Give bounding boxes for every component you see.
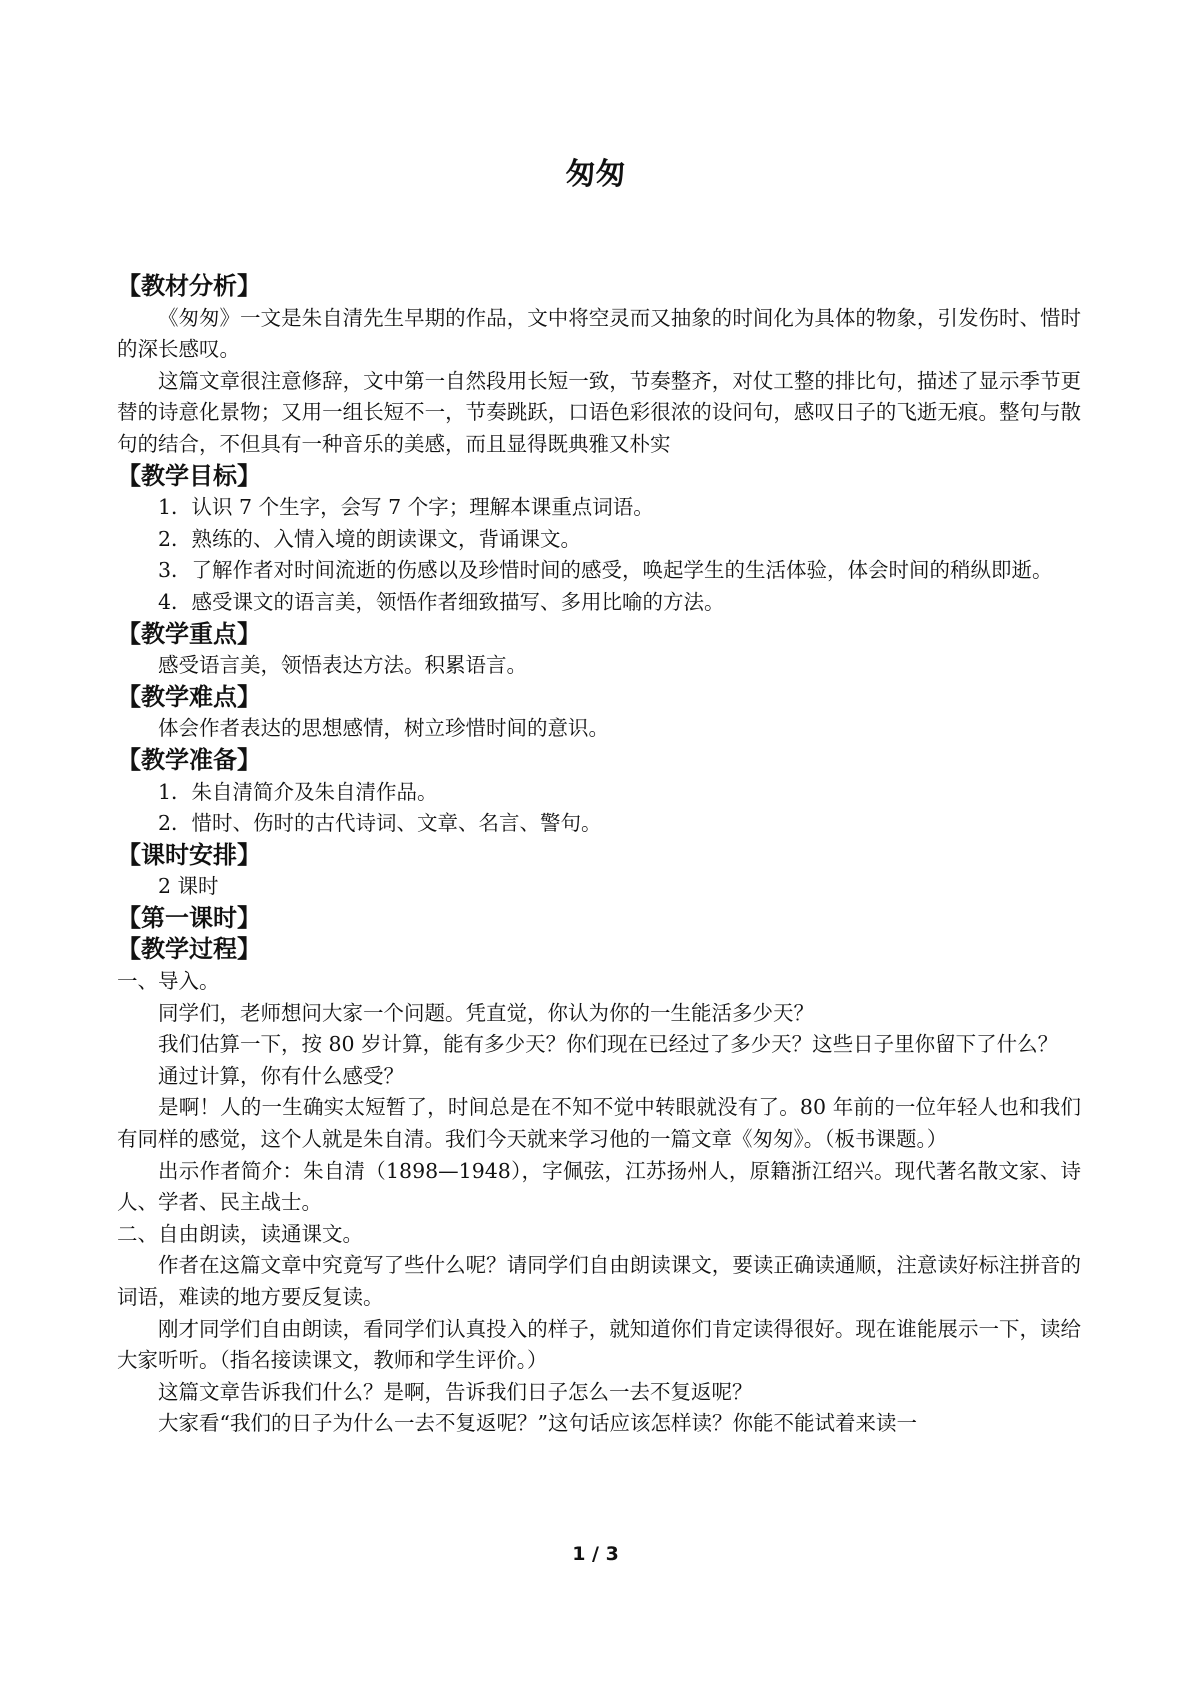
difficulties-text: 体会作者表达的思想感情，树立珍惜时间的意识。 (158, 716, 609, 741)
heading-schedule: 【课时安排】 (117, 840, 261, 869)
goal-item: 3．了解作者对时间流逝的伤感以及珍惜时间的感受，唤起学生的生活体验，体会时间的稍纵即逝。 (158, 558, 1053, 583)
process-paragraph: 通过计算，你有什么感受？ (158, 1063, 404, 1088)
page-title: 匆匆 (565, 157, 626, 192)
process-paragraph: 刚才同学们自由朗读，看同学们认真投入的样子，就知道你们肯定读得很好。现在谁能展示一下，读给大家听听。（指名接读课文，教师和学生评价。） (117, 1316, 1081, 1373)
process-paragraph: 是啊！人的一生确实太短暂了，时间总是在不知不觉中转眼就没有了。80 年前的一位年轻人也和我们有同样的感觉，这个人就是朱自清。我们今天就来学习他的一篇文章《匆匆》。（板书课题。） (117, 1095, 1081, 1152)
heading-difficulties: 【教学难点】 (117, 682, 261, 711)
analysis-paragraph: 这篇文章很注意修辞，文中第一自然段用长短一致，节奏整齐，对仗工整的排比句，描述了显示季节更替的诗意化景物；又用一组长短不一，节奏跳跃，口语色彩很浓的设问句，感叹日子的飞逝无痕。整句与散句的结合，不但具有一种音乐的美感，而且显得既典雅又朴实 (117, 368, 1081, 456)
process-paragraph: 我们估算一下，按 80 岁计算，能有多少天？你们现在已经过了多少天？这些日子里你留下了什么？ (158, 1032, 1059, 1057)
process-paragraph: 同学们，老师想问大家一个问题。凭直觉，你认为你的一生能活多少天？ (158, 1000, 814, 1025)
process-paragraph: 作者在这篇文章中究竟写了些什么呢？请同学们自由朗读课文，要读正确读通顺，注意读好标注拼音的词语，难读的地方要反复读。 (117, 1253, 1081, 1309)
goal-item: 1．认识 7 个生字，会写 7 个字；理解本课重点词语。 (158, 495, 654, 520)
page-number: 1 / 3 (572, 1543, 619, 1565)
heading-analysis: 【教材分析】 (117, 272, 261, 300)
process-step-title: 一、导入。 (117, 969, 220, 994)
key-points-text: 感受语言美，领悟表达方法。积累语言。 (158, 653, 527, 678)
schedule-text: 2 课时 (158, 874, 219, 899)
process-step-title: 二、自由朗读，读通课文。 (117, 1221, 363, 1246)
heading-preparation: 【教学准备】 (117, 745, 261, 774)
document-body (117, 271, 1081, 1440)
heading-first-lesson: 【第一课时】 (117, 903, 261, 932)
preparation-item: 1．朱自清简介及朱自清作品。 (158, 779, 438, 804)
process-paragraph: 这篇文章告诉我们什么？是啊，告诉我们日子怎么一去不复返呢？ (158, 1379, 753, 1404)
process-paragraph: 大家看“我们的日子为什么一去不复返呢？”这句话应该怎样读？你能不能试着来读一 (158, 1411, 917, 1436)
preparation-item: 2．惜时、伤时的古代诗词、文章、名言、警句。 (158, 811, 602, 836)
goal-item: 2．熟练的、入情入境的朗读课文，背诵课文。 (158, 526, 582, 551)
heading-key-points: 【教学重点】 (117, 619, 261, 648)
heading-process: 【教学过程】 (117, 935, 261, 964)
analysis-paragraph: 《匆匆》一文是朱自清先生早期的作品，文中将空灵而又抽象的时间化为具体的物象，引发伤时、惜时的深长感叹。 (117, 305, 1081, 362)
goal-item: 4．感受课文的语言美，领悟作者细致描写、多用比喻的方法。 (158, 589, 725, 614)
heading-goals: 【教学目标】 (117, 461, 261, 490)
process-paragraph: 出示作者简介：朱自清（1898—1948），字佩弦，江苏扬州人，原籍浙江绍兴。现代著名散文家、诗人、学者、民主战士。 (117, 1158, 1081, 1215)
